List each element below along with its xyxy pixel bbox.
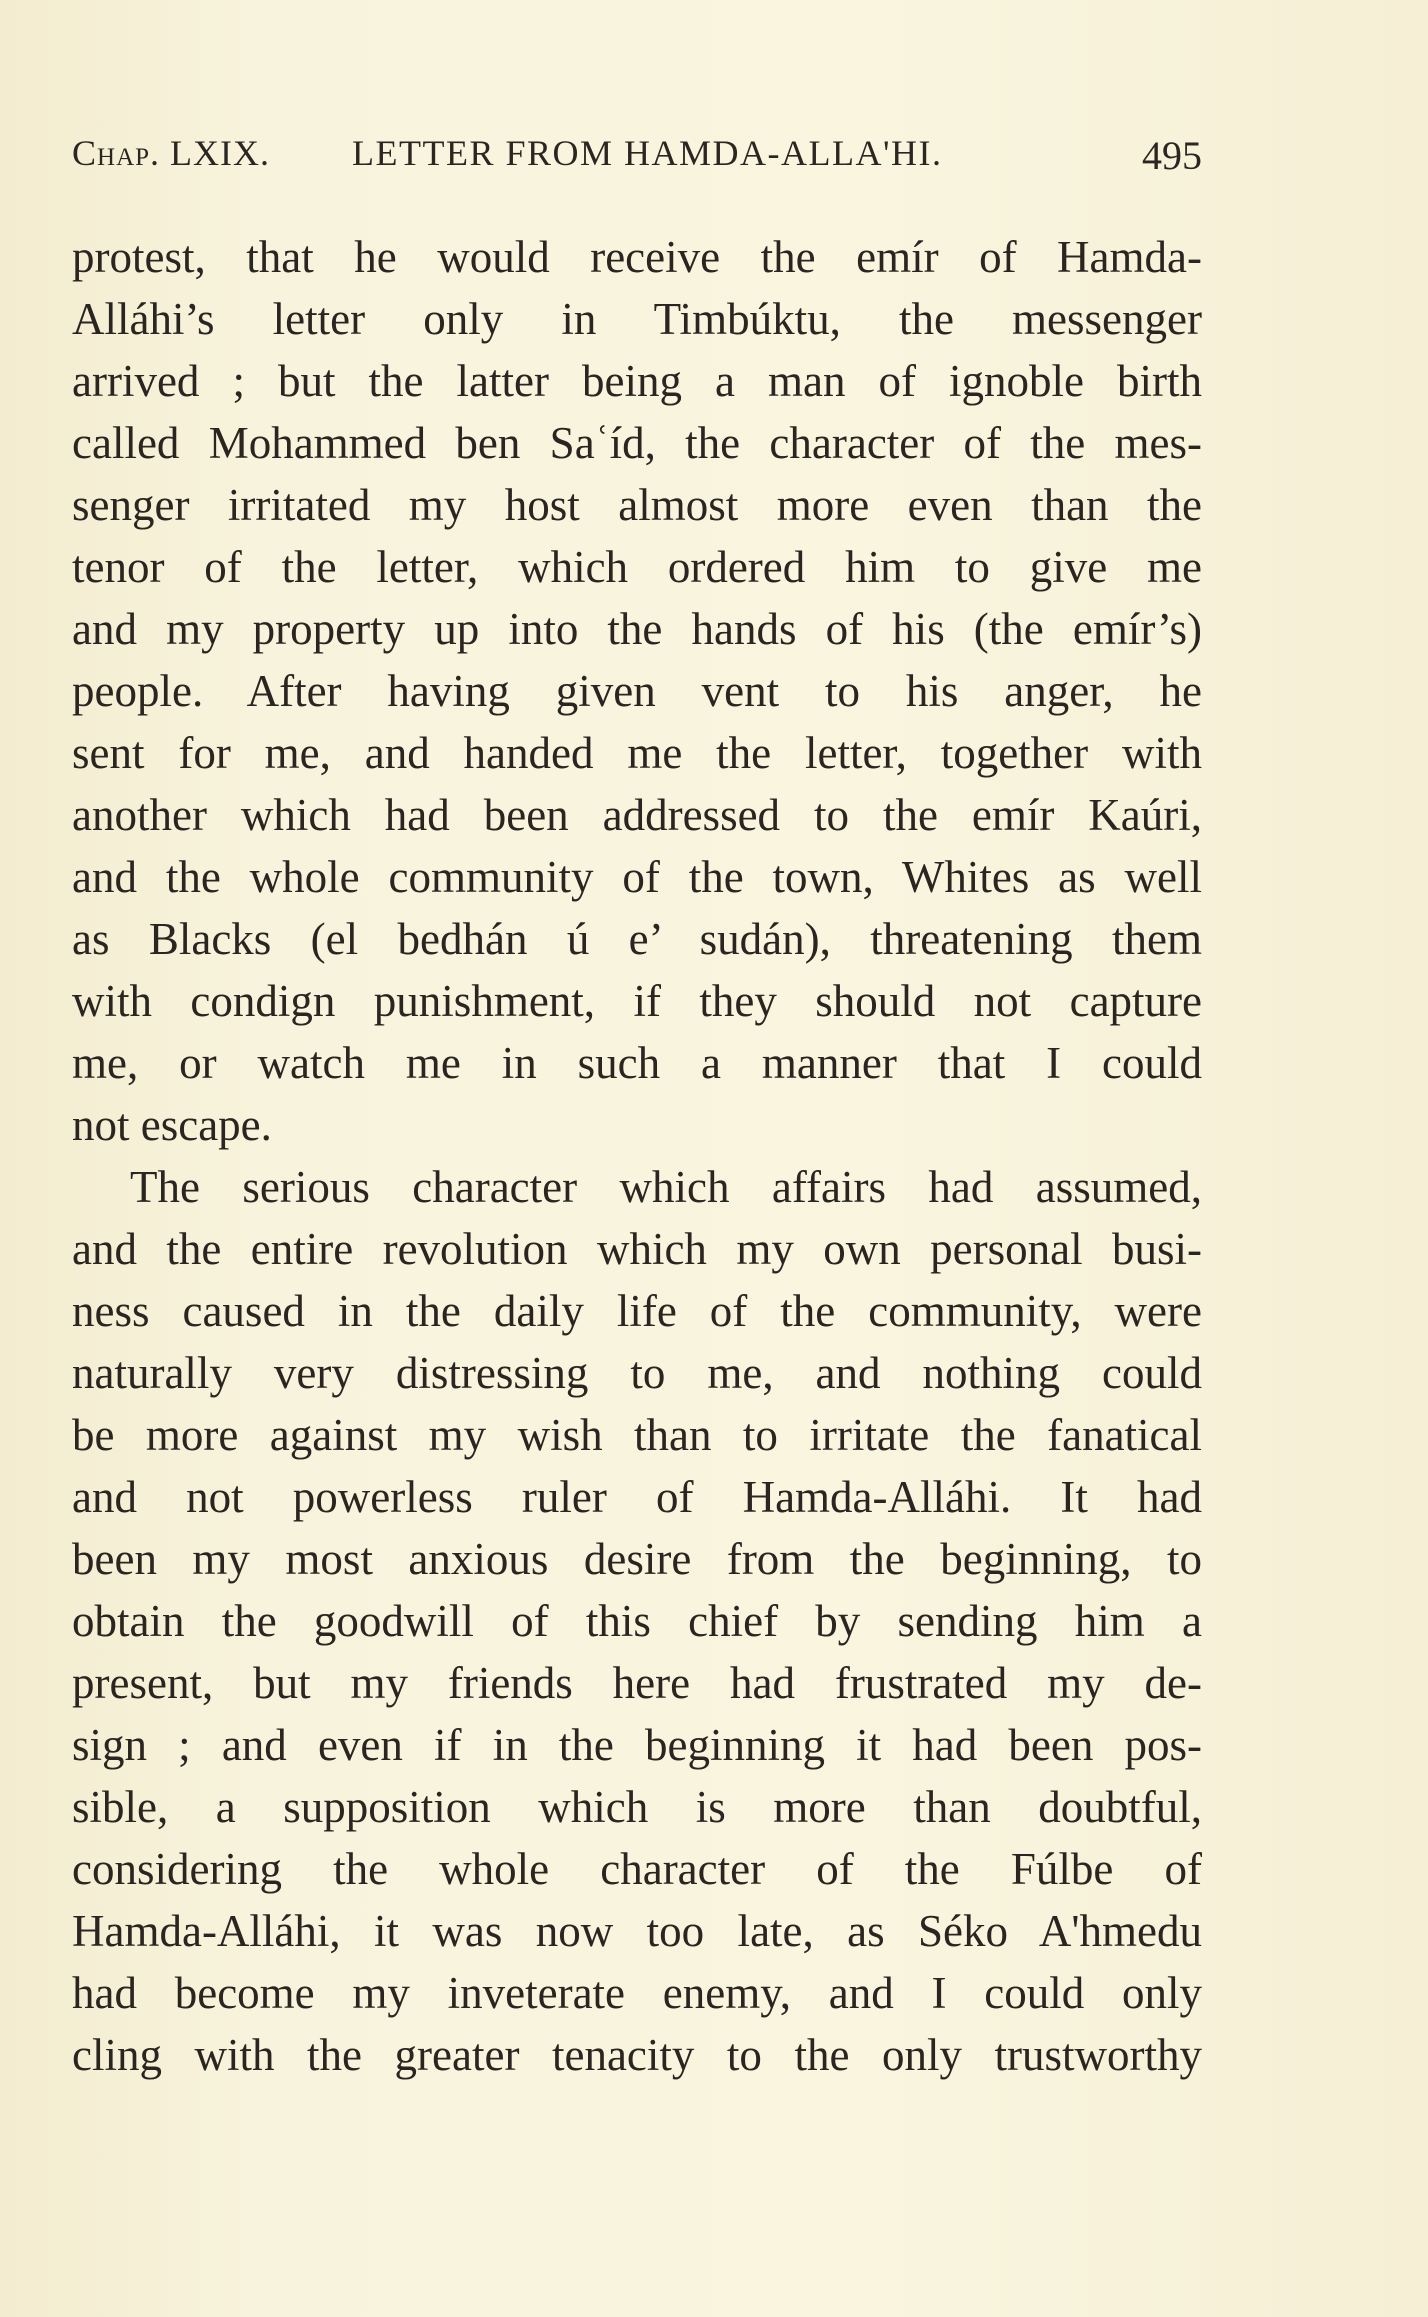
text-line: and not powerless ruler of Hamda-Alláhi. It had [72, 1472, 1202, 1522]
text-line: and the whole community of the town, Whites as well [72, 852, 1202, 902]
text-line: as Blacks (el bedhán ú e’ sudán), threatening them [72, 914, 1202, 964]
text-line: Alláhi’s letter only in Timbúktu, the messenger [72, 294, 1202, 344]
text-line: naturally very distressing to me, and nothing could [72, 1348, 1202, 1398]
text-line: sent for me, and handed me the letter, together with [72, 728, 1202, 778]
text-line: obtain the goodwill of this chief by sending him a [72, 1596, 1202, 1646]
text-line: and the entire revolution which my own personal busi- [72, 1224, 1202, 1274]
paragraph-2 [72, 1156, 1202, 2086]
text-line: protest, that he would receive the emír of Hamda- [72, 232, 1202, 282]
text-line: me, or watch me in such a manner that I could [72, 1038, 1202, 1088]
text-line: sible, a supposition which is more than doubtful, [72, 1782, 1202, 1832]
text-line: The serious character which affairs had assumed, [130, 1162, 1202, 1212]
text-line: had become my inveterate enemy, and I could only [72, 1968, 1202, 2018]
text-line: sign ; and even if in the beginning it had been pos- [72, 1720, 1202, 1770]
text-line: considering the whole character of the Fúlbe of [72, 1844, 1202, 1894]
running-header [72, 132, 1202, 192]
text-line: and my property up into the hands of his (the emír’s) [72, 604, 1202, 654]
text-line: present, but my friends here had frustrated my de- [72, 1658, 1202, 1708]
text-line: called Mohammed ben Saʿíd, the character of the mes- [72, 418, 1202, 468]
body-text [72, 226, 1202, 2086]
chapter-label: Chap. LXIX. [72, 133, 270, 173]
text-line: not escape. [72, 1100, 272, 1150]
text-line: Hamda-Alláhi, it was now too late, as Séko A'hmedu [72, 1906, 1202, 1956]
text-line: with condign punishment, if they should not capture [72, 976, 1202, 1026]
paragraph-1 [72, 226, 1202, 1156]
text-line: ness caused in the daily life of the community, were [72, 1286, 1202, 1336]
text-line: cling with the greater tenacity to the only trustworthy [72, 2030, 1202, 2080]
text-line: be more against my wish than to irritate the fanatical [72, 1410, 1202, 1460]
text-line: people. After having given vent to his anger, he [72, 666, 1202, 716]
text-line: been my most anxious desire from the beginning, to [72, 1534, 1202, 1584]
text-line: senger irritated my host almost more even than the [72, 480, 1202, 530]
text-line: arrived ; but the latter being a man of ignoble birth [72, 356, 1202, 406]
running-title: LETTER FROM HAMDA-ALLA'HI. [352, 133, 943, 173]
text-line: tenor of the letter, which ordered him to give me [72, 542, 1202, 592]
text-line: another which had been addressed to the emír Kaúri, [72, 790, 1202, 840]
page-number: 495 [1142, 133, 1202, 178]
